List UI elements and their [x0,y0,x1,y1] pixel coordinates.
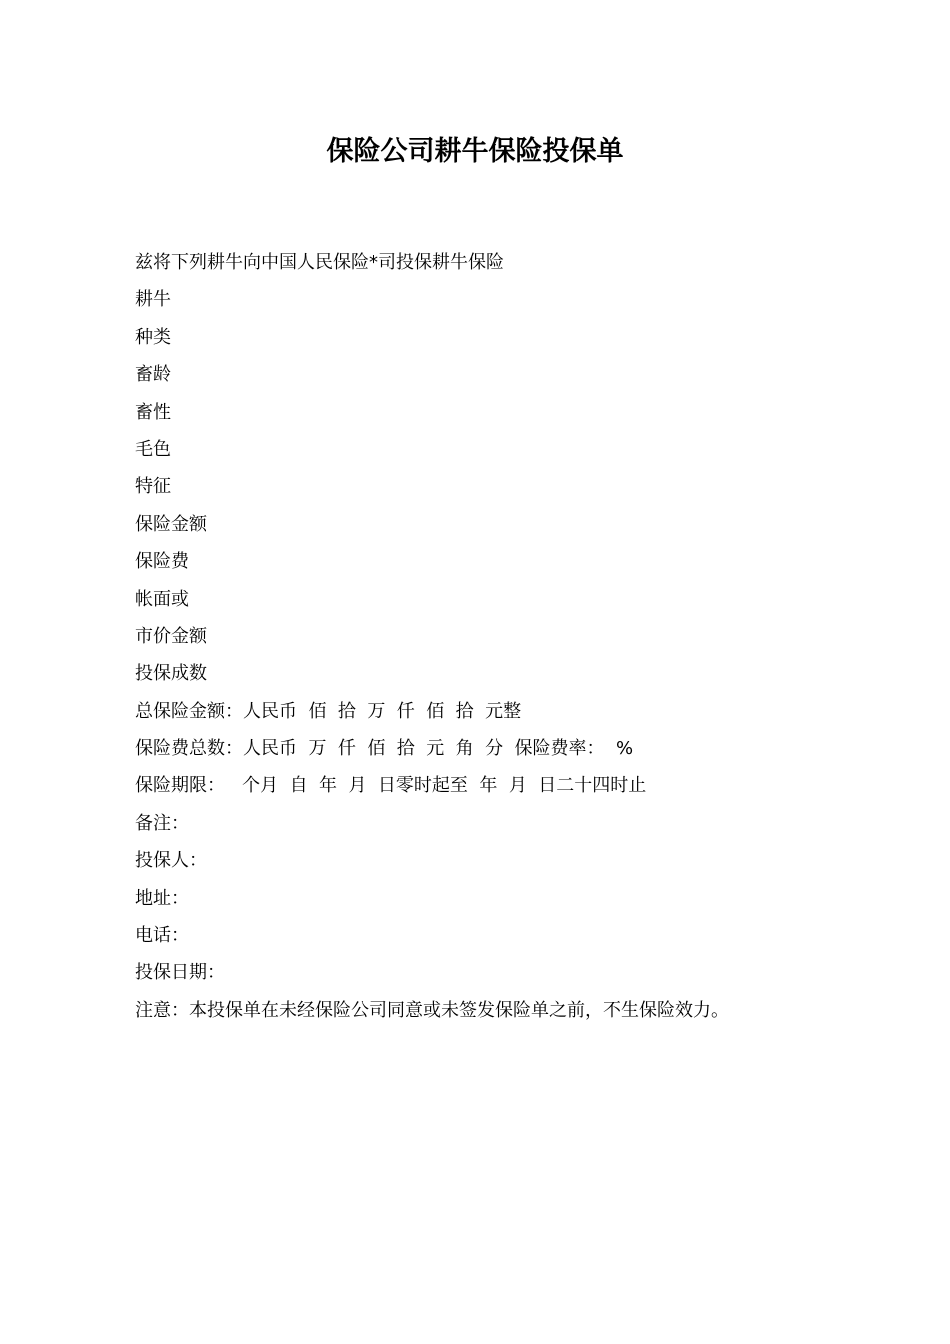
phone-line: 电话： [135,925,189,947]
insurance-period-line: 保险期限： 个月 自 年 月 日零时起至 年 月 日二十四时止 [135,775,647,797]
total-premium-line: 保险费总数：人民币 万 仟 佰 拾 元 角 分 保险费率： % [135,738,634,760]
field-label-insured-amount: 保险金额 [135,513,207,535]
field-label-book-value: 帐面或 [135,588,189,610]
address-line: 地址： [135,887,189,909]
applicant-line: 投保人： [135,850,207,872]
field-label-market-value: 市价金额 [135,625,207,647]
field-label-cattle: 耕牛 [135,289,171,311]
field-label-coat-color: 毛色 [135,438,171,460]
notice-line: 注意：本投保单在未经保险公司同意或未签发保险单之前，不生保险效力。 [135,999,729,1021]
form-lines [135,244,915,1029]
document-title: 保险公司耕牛保险投保单 [326,136,624,167]
field-label-features: 特征 [135,476,171,498]
application-date-line: 投保日期： [135,962,225,984]
field-label-insured-ratio: 投保成数 [135,663,207,685]
field-label-sex: 畜性 [135,401,171,423]
total-insured-amount-line: 总保险金额：人民币 佰 拾 万 仟 佰 拾 元整 [135,700,522,722]
intro-line: 兹将下列耕牛向中国人民保险*司投保耕牛保险 [135,252,504,273]
field-label-age: 畜龄 [135,364,171,386]
field-label-premium: 保险费 [135,551,189,573]
remarks-line: 备注： [135,812,189,834]
field-label-type: 种类 [135,326,171,348]
